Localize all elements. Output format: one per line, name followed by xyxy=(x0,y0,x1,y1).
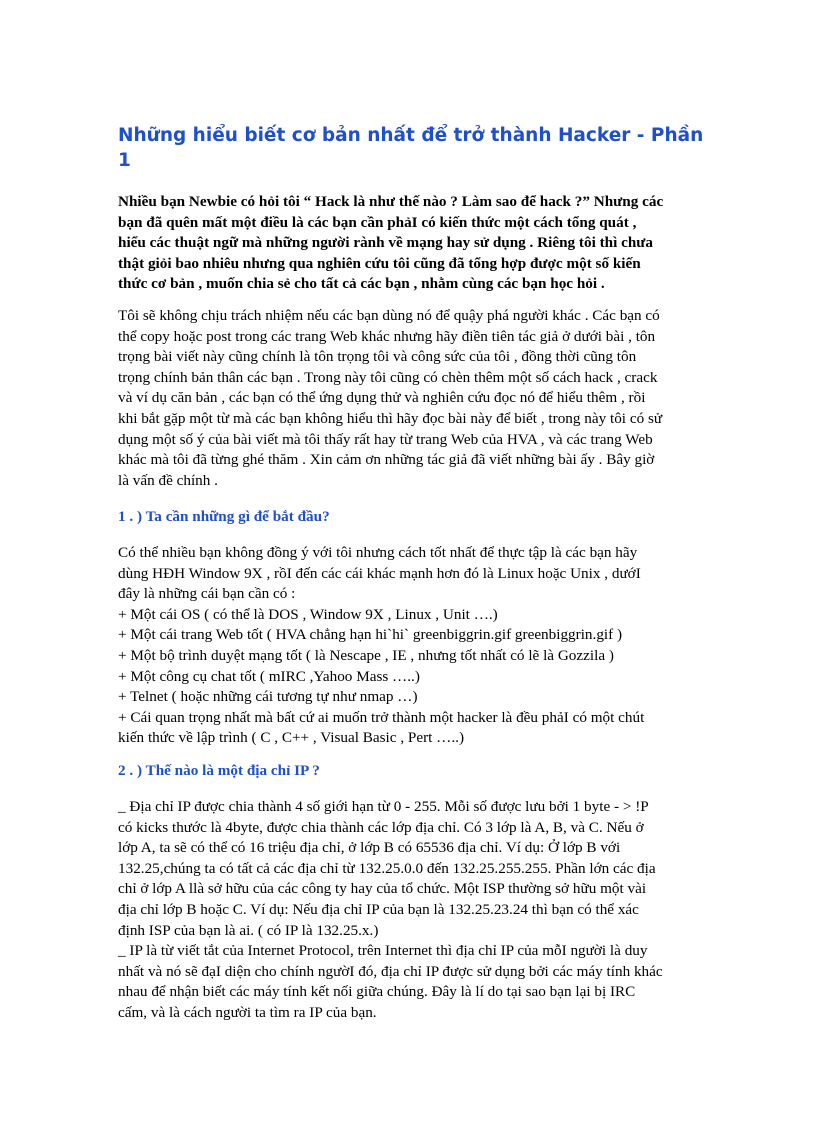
disclaimer-paragraph xyxy=(118,306,718,491)
section-2-body xyxy=(118,797,718,1024)
body-line: khi bắt gặp một từ mà các bạn không hiểu thì hãy đọc bài này để biết , trong này tôi có sử xyxy=(118,409,663,427)
list-item: + Một công cụ chat tốt ( mIRC ,Yahoo Mass …..) xyxy=(118,667,420,685)
body-line: nhất và nó sẽ đạI diện cho chính ngườI đó, địa chỉ IP được sử dụng bởi các máy tính khác xyxy=(118,962,663,980)
body-line: đây là những cái bạn cần có : xyxy=(118,585,296,603)
section-1-heading: 1 . ) Ta cần những gì để bắt đầu? xyxy=(118,508,330,525)
body-line: kiến thức về lập trình ( C , C++ , Visual Basic , Pert …..) xyxy=(118,729,465,747)
intro-line: Nhiều bạn Newbie có hỏi tôi “ Hack là như thế nào ? Làm sao để hack ?” Nhưng các xyxy=(118,193,664,210)
intro-line: bạn đã quên mất một điều là các bạn cần phảI có kiến thức một cách tổng quát , xyxy=(118,213,637,231)
body-line: và ví dụ căn bản , các bạn có thể ứng dụng thử và nghiên cứu đọc nó để hiểu thêm , rồi xyxy=(118,389,646,407)
intro-line: thật giỏi bao nhiêu nhưng qua nghiên cứu tôi cũng đã tổng hợp được một số kiến xyxy=(118,254,641,272)
body-line: cấm, và là cách người ta tìm ra IP của bạn. xyxy=(118,1003,377,1021)
body-line: định ISP của bạn là ai. ( có IP là 132.25.x.) xyxy=(118,921,379,939)
page-title: Những hiểu biết cơ bản nhất để trở thành Hacker - Phần 1 xyxy=(118,125,704,171)
body-line: lớp A, ta sẽ có thể có 16 triệu địa chỉ, ở lớp B có 65536 địa chỉ. Ví dụ: Ở lớp B với xyxy=(118,839,621,857)
body-line: địa chỉ lớp B hoặc C. Ví dụ: Nếu địa chỉ IP của bạn là 132.25.23.24 thì bạn có thể xác xyxy=(118,900,639,918)
intro-line: thức cơ bản , muốn chia sẻ cho tất cả các bạn , nhằm cùng các bạn học hỏi . xyxy=(118,275,605,293)
section-2-heading: 2 . ) Thế nào là một địa chỉ IP ? xyxy=(118,762,320,779)
body-line: trọng bài viết này cũng chính là tôn trọng tôi và công sức của tôi , đồng thời cũng tôn xyxy=(118,348,637,366)
body-line: Tôi sẽ không chịu trách nhiệm nếu các bạn dùng nó để quậy phá người khác . Các bạn có xyxy=(118,307,660,324)
list-item: + Một cái OS ( có thể là DOS , Window 9X , Linux , Unit ….) xyxy=(118,605,498,623)
body-line: _ IP là từ viết tắt của Internet Protocol, trên Internet thì địa chỉ IP của mỗI người là duy xyxy=(118,942,648,960)
body-line: dùng HĐH Window 9X , rồI đến các cái khác mạnh hơn đó là Linux hoặc Unix , dướI xyxy=(118,564,641,582)
list-item: + Một cái trang Web tốt ( HVA chẳng hạn hi`hi` greenbiggrin.gif greenbiggrin.gif ) xyxy=(118,626,623,644)
list-item: + Một bộ trình duyệt mạng tốt ( là Nescape , IE , nhưng tốt nhất có lẽ là Gozzila ) xyxy=(118,646,614,664)
intro-line: hiểu các thuật ngữ mà những người rành về mạng hay sử dụng . Riêng tôi thì chưa xyxy=(118,234,654,252)
list-item: + Telnet ( hoặc những cái tương tự như nmap …) xyxy=(118,688,418,706)
list-item: + Cái quan trọng nhất mà bất cứ ai muốn trở thành một hacker là đều phảI có một chút xyxy=(118,708,645,726)
body-line: trọng chính bản thân các bạn . Trong này tôi cũng có chèn thêm một số cách hack , crack xyxy=(118,368,658,386)
body-line: 132.25,chúng ta có tất cả các địa chỉ từ 132.25.0.0 đến 132.25.255.255. Phần lớn các địa xyxy=(118,859,656,877)
body-line: khác mà tôi đã từng ghé thăm . Xin cảm ơn những tác giả đã viết những bài ấy . Bây giờ xyxy=(118,451,655,469)
body-line: là vấn đề chính . xyxy=(118,471,218,489)
body-line: có kicks thước là 4byte, được chia thành các lớp địa chỉ. Có 3 lớp là A, B, và C. Nếu ở xyxy=(118,818,644,836)
body-line: chỉ ở lớp A llà sở hữu của các công ty hay của tổ chức. Một ISP thường sở hữu một vài xyxy=(118,880,647,898)
section-1-body xyxy=(118,543,718,749)
body-line: thể copy hoặc post trong các trang Web khác nhưng hãy điền tiên tác giả ở dưới bài , tôn xyxy=(118,327,656,345)
body-line: _ Địa chỉ IP được chia thành 4 số giới hạn từ 0 - 255. Mỗi số được lưu bởi 1 byte - > !P xyxy=(118,798,649,815)
body-line: dụng một số ý của bài viết mà tôi thấy rất hay từ trang Web của HVA , và các trang Web xyxy=(118,430,653,448)
intro-paragraph xyxy=(118,192,718,295)
body-line: nhau để nhận biết các máy tính kết nối giữa chúng. Đây là lí do tại sao bạn lại bị IRC xyxy=(118,983,636,1001)
body-line: Có thể nhiều bạn không đồng ý với tôi nhưng cách tốt nhất để thực tập là các bạn hãy xyxy=(118,544,638,561)
